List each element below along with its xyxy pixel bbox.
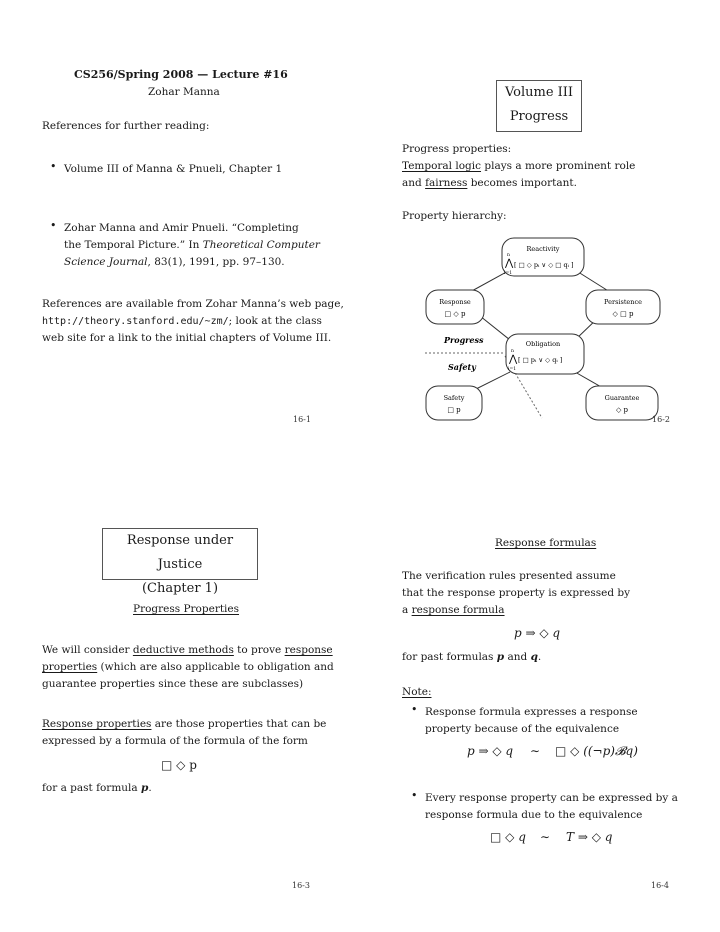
paragraph-line: expressed by a formula of the formula of the form xyxy=(42,735,308,747)
term-fairness: fairness xyxy=(425,177,468,189)
paragraph-line: The verification rules presented assume xyxy=(402,570,616,582)
reference-line xyxy=(64,236,320,254)
title-line: Response under Justice xyxy=(126,533,234,572)
math-var: p xyxy=(496,651,505,663)
text: (which are also applicable to obligation and xyxy=(97,661,334,673)
journal-name: Science Journal xyxy=(64,256,148,268)
guarantee-label: Guarantee xyxy=(604,394,640,402)
text: and xyxy=(504,651,531,663)
term-response-properties: Response properties xyxy=(42,718,152,730)
index-n: n xyxy=(507,253,510,258)
formula: □ ◇ p xyxy=(161,758,197,772)
reactivity-formula: [ □ ◇ pᵢ ∨ ◇ □ qᵢ ] xyxy=(514,261,574,269)
text: a xyxy=(402,604,412,616)
text: . xyxy=(537,651,542,663)
response-formula: □ ◇ p xyxy=(444,310,466,318)
bullet-dot: • xyxy=(411,703,418,716)
text-line: Progress properties: xyxy=(402,143,512,155)
page-number: 16-1 xyxy=(293,415,311,424)
index-n: n xyxy=(511,349,514,354)
bullet-line: response formula due to the equivalence xyxy=(425,809,643,821)
text: for a past formula xyxy=(42,782,141,794)
bullet-dot: • xyxy=(50,160,57,173)
lecture-title: CS256/Spring 2008 — Lecture #16 xyxy=(74,68,288,81)
page-number: 16-2 xyxy=(652,415,670,424)
safety-region-label: Safety xyxy=(448,362,476,372)
formula-right: □ ◇ ((¬p)𝓑q) xyxy=(555,744,638,758)
index-i: i=1 xyxy=(504,271,513,276)
term-temporal-logic: Temporal logic xyxy=(402,160,482,172)
paragraph-line xyxy=(42,715,326,733)
bullet-line: property because of the equivalence xyxy=(425,723,620,735)
refs-paragraph: References are available from Zohar Manna’s web page, xyxy=(42,298,344,310)
paragraph-text: ; look at the class xyxy=(228,315,322,327)
conjunction-symbol: ⋀ xyxy=(505,258,514,269)
text: to prove xyxy=(233,644,285,656)
persistence-label: Persistence xyxy=(604,298,642,306)
reactivity-node xyxy=(502,238,584,276)
section-heading: Response formulas xyxy=(495,537,597,549)
index-i: i=1 xyxy=(508,367,517,372)
formula-left: p ⇒ ◇ q xyxy=(467,744,514,758)
bullet-dot: • xyxy=(50,219,57,232)
obligation-formula: [ □ pᵢ ∨ ◇ qᵢ ] xyxy=(518,356,563,364)
note-label: Note: xyxy=(402,686,432,698)
guarantee-node xyxy=(586,386,658,420)
section-heading: Progress Properties xyxy=(133,603,240,615)
title-line: Volume III xyxy=(504,85,574,100)
reference-text: the Temporal Picture.” In xyxy=(64,239,203,251)
title-box xyxy=(496,80,582,132)
safety-formula: □ p xyxy=(447,406,461,414)
paragraph-line xyxy=(402,648,541,666)
bullet-line: Every response property can be expressed by a xyxy=(425,792,678,804)
edge xyxy=(480,316,510,340)
formula-right: T ⇒ ◇ q xyxy=(566,830,613,844)
equivalence-symbol: ∼ xyxy=(540,830,551,844)
safety-node xyxy=(426,386,482,420)
text-line xyxy=(402,174,577,192)
paragraph-line xyxy=(42,779,152,797)
persistence-formula: ◇ □ p xyxy=(612,310,634,318)
journal-name: Theoretical Computer xyxy=(202,239,320,251)
text: . xyxy=(148,782,152,794)
reference-item: Volume III of Manna & Pnueli, Chapter 1 xyxy=(64,163,283,175)
text: plays a more prominent role xyxy=(481,160,636,172)
title-line: Progress xyxy=(509,109,569,124)
title-line: (Chapter 1) xyxy=(141,581,219,596)
paragraph-line xyxy=(402,601,505,619)
bullet-dot: • xyxy=(411,789,418,802)
page-number: 16-3 xyxy=(292,881,310,890)
equivalence-symbol: ∼ xyxy=(530,744,541,758)
response-node xyxy=(426,290,484,324)
paragraph-line: that the response property is expressed by xyxy=(402,587,631,599)
text: becomes important. xyxy=(467,177,577,189)
obligation-label: Obligation xyxy=(525,340,561,348)
web-link[interactable]: http://theory.stanford.edu/~zm/ xyxy=(42,316,229,327)
term-properties: properties xyxy=(42,661,98,673)
text: are those properties that can be xyxy=(151,718,327,730)
term-deductive-methods: deductive methods xyxy=(132,644,234,656)
reference-line xyxy=(64,253,285,271)
math-var: q xyxy=(530,651,538,663)
conjunction-symbol: ⋀ xyxy=(509,354,518,365)
formula: p ⇒ ◇ q xyxy=(514,626,561,640)
paragraph-line: guarantee properties since these are subclasses) xyxy=(42,678,304,690)
author: Zohar Manna xyxy=(148,86,220,98)
text-line: Property hierarchy: xyxy=(402,210,507,222)
reference-text: , 83(1), 1991, pp. 97–130. xyxy=(147,256,285,268)
term-response-formula: response formula xyxy=(411,604,505,616)
text-line xyxy=(402,157,635,175)
safety-label: Safety xyxy=(443,394,465,402)
text: and xyxy=(402,177,426,189)
paragraph-line xyxy=(42,658,334,676)
paragraph-line xyxy=(42,641,333,659)
refs-heading: References for further reading: xyxy=(42,120,210,132)
bullet-line: Response formula expresses a response xyxy=(425,706,638,718)
guarantee-formula: ◇ p xyxy=(615,406,629,414)
page-number: 16-4 xyxy=(651,881,669,890)
response-label: Response xyxy=(439,298,471,306)
math-var: p xyxy=(141,782,149,794)
reactivity-label: Reactivity xyxy=(526,245,560,253)
text: for past formulas xyxy=(402,651,497,663)
refs-paragraph: web site for a link to the initial chapters of Volume III. xyxy=(42,332,332,344)
progress-region-label: Progress xyxy=(444,335,484,345)
property-hierarchy-diagram xyxy=(410,236,670,426)
title-box xyxy=(102,528,258,596)
persistence-node xyxy=(586,290,660,324)
term-response: response xyxy=(284,644,333,656)
reference-item: Zohar Manna and Amir Pnueli. “Completing xyxy=(64,222,299,234)
text: We will consider xyxy=(42,644,133,656)
formula-left: □ ◇ q xyxy=(490,830,526,844)
